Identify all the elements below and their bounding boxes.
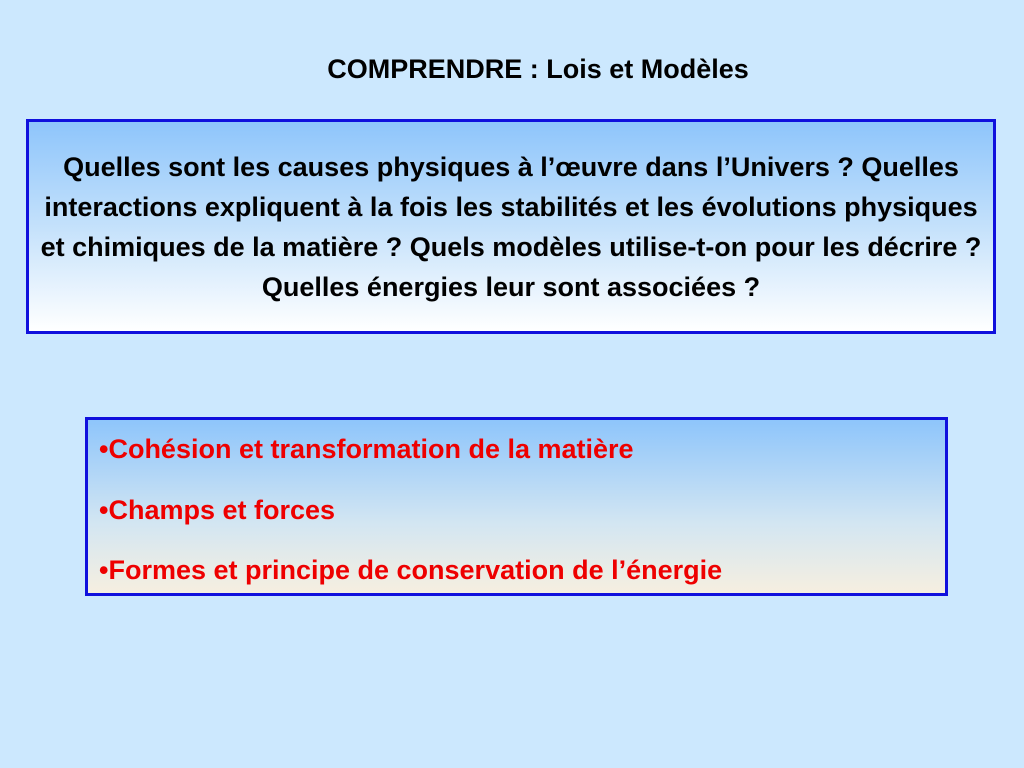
question-box: [26, 119, 996, 334]
theme-item-cohesion: •Cohésion et transformation de la matière: [99, 434, 634, 464]
theme-item-energie: •Formes et principe de conservation de l’énergie: [99, 555, 723, 585]
themes-box: [85, 417, 948, 596]
question-text: Quelles sont les causes physiques à l’œuvre dans l’Univers ? Quelles interactions expliquent à la fois les stabilités et les évolutions physiques et chimiques de la matière ? Quels modèles utilise-t-on pour les décrire ? Quelles énergies leur sont associées ?: [40, 151, 982, 302]
slide-title: COMPRENDRE : Lois et Modèles: [327, 54, 749, 84]
theme-item-champs-forces: •Champs et forces: [99, 495, 336, 525]
